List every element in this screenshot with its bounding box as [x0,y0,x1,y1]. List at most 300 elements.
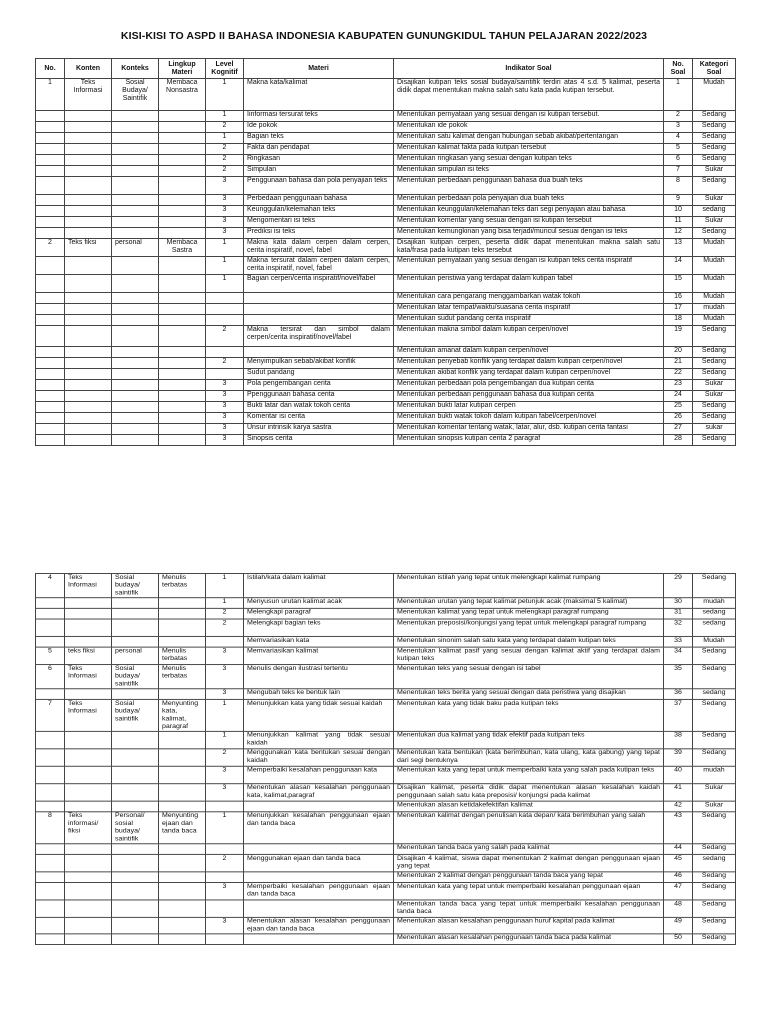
column-header: Konteks [112,59,159,79]
kategori-cell: Sukar [693,380,736,391]
table-row [36,689,736,700]
materi-cell [244,347,394,358]
materi-cell: Sinopsis cerita [244,435,394,446]
konten-cell [65,854,112,871]
no-soal-cell: 27 [664,424,693,435]
kategori-cell: Mudah [693,79,736,111]
level-cell: 3 [206,402,244,413]
materi-cell [244,801,394,812]
indikator-cell: Menentukan bukti latar kutipan cerpen [394,402,664,413]
level-cell: 3 [206,206,244,217]
no-cell [36,900,65,917]
level-cell: 2 [206,326,244,347]
materi-cell: Sudut pandang [244,369,394,380]
no-cell [36,304,65,315]
lingkup-cell [159,315,206,326]
indikator-cell: Menentukan amanat dalam kutipan cerpen/novel [394,347,664,358]
level-cell: 1 [206,598,244,609]
materi-cell [244,934,394,945]
no-cell [36,689,65,700]
page-title: KISI-KISI TO ASPD II BAHASA INDONESIA KABUPATEN GUNUNGKIDUL TAHUN PELAJARAN 2022/2023 [120,30,648,42]
konteks-cell [112,900,159,917]
konteks-cell [112,598,159,609]
table-row [36,122,736,133]
no-soal-cell: 21 [664,358,693,369]
konten-cell [65,257,112,275]
no-cell [36,883,65,900]
level-cell: 1 [206,111,244,122]
table-row [36,413,736,424]
column-header: Lingkup Materi [159,59,206,79]
konteks-cell [112,801,159,812]
kategori-cell: Sedang [693,844,736,855]
indikator-cell: Menentukan dua kalimat yang tidak efektif pada kutipan teks [394,731,664,748]
materi-cell: Makna kata dalam cerpen dalam cerpen, cerita inspiratif, novel, fabel [244,239,394,257]
table-row [36,304,736,315]
table-row [36,177,736,195]
no-cell [36,917,65,933]
kategori-cell: Sukar [693,166,736,177]
konteks-cell [112,435,159,446]
konteks-cell [112,391,159,402]
konteks-cell [112,257,159,275]
indikator-cell: Menentukan tanda baca yang tepat untuk memperbaiki kesalahan penggunaan tanda baca [394,900,664,917]
materi-cell: Menentukan alasan kesalahan penggunaan ejaan dan tanda baca [244,917,394,933]
konteks-cell [112,731,159,748]
konteks-cell [112,166,159,177]
no-cell [36,749,65,766]
lingkup-cell [159,872,206,883]
lingkup-cell [159,883,206,900]
konten-cell: Teks Informasi [65,699,112,731]
materi-cell: Menyusun urutan kalimat acak [244,598,394,609]
kategori-cell: Mudah [693,275,736,293]
level-cell: 1 [206,731,244,748]
no-soal-cell: 49 [664,917,693,933]
materi-cell [244,293,394,304]
konteks-cell [112,608,159,619]
konteks-cell [112,917,159,933]
table-row [36,647,736,664]
kategori-cell: Mudah [693,239,736,257]
lingkup-cell [159,900,206,917]
lingkup-cell [159,111,206,122]
column-header: No. Soal [664,59,693,79]
konten-cell [65,636,112,647]
indikator-cell: Menentukan alasan kesalahan penggunaan tanda baca pada kalimat [394,934,664,945]
indikator-cell: Menentukan kemungkinan yang bisa terjadi/muncul sesuai dengan isi teks [394,228,664,239]
indikator-cell: Menentukan kalimat fakta pada kutipan tersebut [394,144,664,155]
konten-cell [65,391,112,402]
konteks-cell [112,636,159,647]
no-cell [36,844,65,855]
indikator-cell: Menentukan perbedaan pola pengembangan dua kutipan cerita [394,380,664,391]
no-soal-cell: 11 [664,217,693,228]
konten-cell [65,195,112,206]
no-soal-cell: 2 [664,111,693,122]
level-cell: 2 [206,155,244,166]
kategori-cell: Sedang [693,647,736,664]
materi-cell: Unsur intrinsik karya sastra [244,424,394,435]
kategori-cell: Sedang [693,358,736,369]
materi-cell: Ringkasan [244,155,394,166]
kategori-cell: Sedang [693,435,736,446]
lingkup-cell: Membaca Nonsastra [159,79,206,111]
level-cell [206,934,244,945]
table-row [36,784,736,801]
materi-cell: Memvariasikan kalimat [244,647,394,664]
konteks-cell [112,413,159,424]
materi-cell: Bagian cerpen/cerita inspiratif/novel/fabel [244,275,394,293]
indikator-cell: Menentukan teks berita yang sesuai dengan data peristiwa yang disajikan [394,689,664,700]
indikator-cell: Menentukan cara pengarang menggambarkan watak tokoh [394,293,664,304]
kisi-kisi-table-part-2 [35,573,736,945]
no-soal-cell: 42 [664,801,693,812]
no-soal-cell: 18 [664,315,693,326]
kategori-cell: Sedang [693,413,736,424]
lingkup-cell [159,133,206,144]
table-row [36,111,736,122]
konten-cell: Teks informasi/ fiksi [65,812,112,844]
konten-cell [65,144,112,155]
table-row [36,812,736,844]
materi-cell: Bagian teks [244,133,394,144]
konten-cell [65,275,112,293]
table-row [36,934,736,945]
table-row [36,166,736,177]
no-cell [36,369,65,380]
no-cell [36,391,65,402]
lingkup-cell [159,934,206,945]
materi-cell: Makna kata/kalimat [244,79,394,111]
no-soal-cell: 10 [664,206,693,217]
materi-cell: Bukti latar dan watak tokoh cerita [244,402,394,413]
konten-cell [65,917,112,933]
no-cell [36,413,65,424]
lingkup-cell [159,402,206,413]
no-cell [36,133,65,144]
konten-cell [65,315,112,326]
lingkup-cell [159,217,206,228]
materi-cell [244,844,394,855]
konten-cell [65,435,112,446]
konteks-cell [112,155,159,166]
materi-cell: Fakta dan pendapat [244,144,394,155]
lingkup-cell [159,166,206,177]
indikator-cell: Menentukan ringkasan yang sesuai dengan kutipan teks [394,155,664,166]
level-cell: 3 [206,391,244,402]
table-row [36,872,736,883]
table-row [36,326,736,347]
no-cell [36,934,65,945]
indikator-cell: Menentukan kata bentukan (kata berimbuhan, kata ulang, kata gabung) yang tepat dari segi bentuknya [394,749,664,766]
no-soal-cell: 35 [664,665,693,689]
level-cell [206,872,244,883]
no-cell [36,424,65,435]
konteks-cell [112,293,159,304]
konteks-cell [112,177,159,195]
indikator-cell: Menentukan ide pokok [394,122,664,133]
no-soal-cell: 24 [664,391,693,402]
level-cell: 3 [206,647,244,664]
materi-cell: Simpulan [244,166,394,177]
no-soal-cell: 39 [664,749,693,766]
no-cell [36,315,65,326]
kategori-cell: sedang [693,854,736,871]
no-cell [36,177,65,195]
konteks-cell [112,111,159,122]
konten-cell [65,304,112,315]
level-cell [206,315,244,326]
konteks-cell [112,369,159,380]
no-cell: 7 [36,699,65,731]
table-row [36,854,736,871]
no-soal-cell: 4 [664,133,693,144]
lingkup-cell [159,275,206,293]
level-cell: 2 [206,166,244,177]
kategori-cell: Mudah [693,315,736,326]
no-cell [36,380,65,391]
lingkup-cell [159,206,206,217]
materi-cell: Menyimpulkan sebab/akibat konflik [244,358,394,369]
level-cell: 1 [206,133,244,144]
level-cell: 3 [206,435,244,446]
lingkup-cell [159,293,206,304]
konteks-cell [112,228,159,239]
no-cell [36,636,65,647]
materi-cell: Menulis dengan ilustrasi tertentu [244,665,394,689]
materi-cell: Menentukan alasan kesalahan penggunaan kata, kalimat,paragraf [244,784,394,801]
materi-cell: Prediksi isi teks [244,228,394,239]
kategori-cell: sedang [693,206,736,217]
konten-cell: Teks Informasi [65,573,112,597]
kategori-cell: mudah [693,766,736,783]
level-cell: 3 [206,380,244,391]
lingkup-cell [159,608,206,619]
materi-cell: Menggunakan kata bentukan sesuai dengan kaidah [244,749,394,766]
no-cell [36,293,65,304]
indikator-cell: Menentukan istilah yang tepat untuk melengkapi kalimat rumpang [394,573,664,597]
lingkup-cell [159,619,206,636]
lingkup-cell [159,424,206,435]
kategori-cell: Sedang [693,917,736,933]
materi-cell [244,872,394,883]
no-soal-cell: 32 [664,619,693,636]
no-cell [36,872,65,883]
lingkup-cell [159,689,206,700]
lingkup-cell: Menyunting ejaan dan tanda baca [159,812,206,844]
materi-cell: Menggunakan ejaan dan tanda baca [244,854,394,871]
lingkup-cell [159,195,206,206]
konteks-cell [112,275,159,293]
lingkup-cell [159,636,206,647]
konteks-cell [112,315,159,326]
no-soal-cell: 48 [664,900,693,917]
lingkup-cell [159,369,206,380]
materi-cell: Menunjukkan kesalahan penggunaan ejaan dan tanda baca [244,812,394,844]
konten-cell [65,801,112,812]
no-soal-cell: 13 [664,239,693,257]
no-cell: 5 [36,647,65,664]
materi-cell: Memperbaiki kesalahan penggunaan ejaan dan tanda baca [244,883,394,900]
level-cell: 1 [206,812,244,844]
level-cell: 2 [206,749,244,766]
level-cell: 1 [206,699,244,731]
konten-cell [65,424,112,435]
indikator-cell: Menentukan sinopsis kutipan cerita 2 paragraf [394,435,664,446]
konteks-cell [112,883,159,900]
konten-cell [65,358,112,369]
kategori-cell: mudah [693,304,736,315]
level-cell: 3 [206,883,244,900]
konten-cell [65,766,112,783]
lingkup-cell: Menulis terbatas [159,573,206,597]
table-row [36,402,736,413]
no-cell [36,784,65,801]
no-soal-cell: 40 [664,766,693,783]
no-cell: 1 [36,79,65,111]
konteks-cell [112,749,159,766]
level-cell: 2 [206,358,244,369]
table-row [36,844,736,855]
konteks-cell [112,358,159,369]
table-body-b [36,573,736,944]
kategori-cell: Sedang [693,402,736,413]
konten-cell [65,111,112,122]
no-cell [36,402,65,413]
no-soal-cell: 30 [664,598,693,609]
level-cell: 1 [206,257,244,275]
level-cell: 3 [206,766,244,783]
indikator-cell: Menentukan komentar tentang watak, latar, alur, dsb. kutipan cerita fantasi [394,424,664,435]
konten-cell [65,228,112,239]
konten-cell [65,347,112,358]
indikator-cell: Menentukan latar tempat/waktu/suasana cerita inspiratif [394,304,664,315]
lingkup-cell [159,766,206,783]
no-cell [36,608,65,619]
kategori-cell: Sedang [693,934,736,945]
no-soal-cell: 19 [664,326,693,347]
table-row [36,883,736,900]
no-soal-cell: 25 [664,402,693,413]
konten-cell [65,326,112,347]
indikator-cell: Menentukan alasan ketidakefektifan kalimat [394,801,664,812]
level-cell: 2 [206,619,244,636]
table-row [36,380,736,391]
table-row [36,801,736,812]
konten-cell [65,133,112,144]
indikator-cell: Menentukan teks yang sesuai dengan isi tabel [394,665,664,689]
no-soal-cell: 6 [664,155,693,166]
materi-cell: Istilah/kata dalam kalimat [244,573,394,597]
table-row [36,608,736,619]
no-cell [36,166,65,177]
level-cell: 3 [206,228,244,239]
no-soal-cell: 20 [664,347,693,358]
level-cell: 3 [206,413,244,424]
lingkup-cell: Membaca Sastra [159,239,206,257]
level-cell: 1 [206,79,244,111]
konteks-cell [112,934,159,945]
kategori-cell: Mudah [693,257,736,275]
indikator-cell: Menentukan perbedaan penggunaan bahasa dua kutipan cerita [394,391,664,402]
lingkup-cell [159,854,206,871]
konteks-cell: Sosial budaya/ saintifik [112,573,159,597]
no-cell [36,111,65,122]
kategori-cell: Sedang [693,369,736,380]
konten-cell [65,844,112,855]
indikator-cell: Menentukan preposisi/konjungsi yang tepat untuk melengkapi paragraf rumpang [394,619,664,636]
no-cell [36,206,65,217]
konteks-cell [112,784,159,801]
table-row [36,206,736,217]
indikator-cell: Menentukan akibat konflik yang terdapat dalam kutipan cerpen/novel [394,369,664,380]
no-cell [36,766,65,783]
lingkup-cell [159,917,206,933]
indikator-cell: Menentukan pernyataan yang sesuai dengan isi kutipan teks cerita inspiratif [394,257,664,275]
konten-cell [65,784,112,801]
lingkup-cell: Menulis terbatas [159,665,206,689]
materi-cell: Memvariasikan kata [244,636,394,647]
no-cell [36,144,65,155]
indikator-cell: Disajikan 4 kalimat, siswa dapat menentukan 2 kalimat dengan penggunaan ejaan yang tepat [394,854,664,871]
konteks-cell [112,195,159,206]
materi-cell: Makna tersirat dan simbol dalam cerpen/cerita inspiratif/novel/fabel [244,326,394,347]
no-soal-cell: 45 [664,854,693,871]
table-row [36,347,736,358]
indikator-cell: Disajikan kalimat, peserta didik dapat menentukan alasan kesalahan kaidah penggunaan salah satu kata preposisi/ konjungsi pada kalimat [394,784,664,801]
indikator-cell: Menentukan perbedaan pola penyajian dua buah teks [394,195,664,206]
lingkup-cell [159,380,206,391]
kategori-cell: Mudah [693,636,736,647]
konteks-cell [112,380,159,391]
indikator-cell: Menentukan bukti watak tokoh dalam kutipan fabel/cerpen/novel [394,413,664,424]
konten-cell: Teks Informasi [65,79,112,111]
level-cell: 3 [206,917,244,933]
konten-cell [65,608,112,619]
kategori-cell: sukar [693,424,736,435]
table-row [36,155,736,166]
materi-cell: Iinformasi tersurat teks [244,111,394,122]
no-soal-cell: 22 [664,369,693,380]
kategori-cell: sedang [693,619,736,636]
indikator-cell: Menentukan satu kalimat dengan hubungan sebab akibat/pertentangan [394,133,664,144]
no-cell [36,854,65,871]
table-row [36,369,736,380]
table-row [36,217,736,228]
indikator-cell: Menentukan tanda baca yang salah pada kalimat [394,844,664,855]
no-soal-cell: 7 [664,166,693,177]
level-cell: 2 [206,144,244,155]
kategori-cell: sedang [693,608,736,619]
materi-cell: Mengomentari isi teks [244,217,394,228]
table-row [36,391,736,402]
konteks-cell [112,304,159,315]
indikator-cell: Menentukan kalimat yang tepat untuk melengkapi paragraf rumpang [394,608,664,619]
level-cell [206,844,244,855]
table-row [36,79,736,111]
level-cell: 1 [206,275,244,293]
table-row [36,619,736,636]
konten-cell [65,217,112,228]
konteks-cell [112,144,159,155]
indikator-cell: Menentukan peristiwa yang terdapat dalam kutipan fabel [394,275,664,293]
konteks-cell: Sosial budaya/ saintifik [112,699,159,731]
konten-cell [65,619,112,636]
header-row [36,59,736,79]
level-cell [206,369,244,380]
no-cell [36,195,65,206]
